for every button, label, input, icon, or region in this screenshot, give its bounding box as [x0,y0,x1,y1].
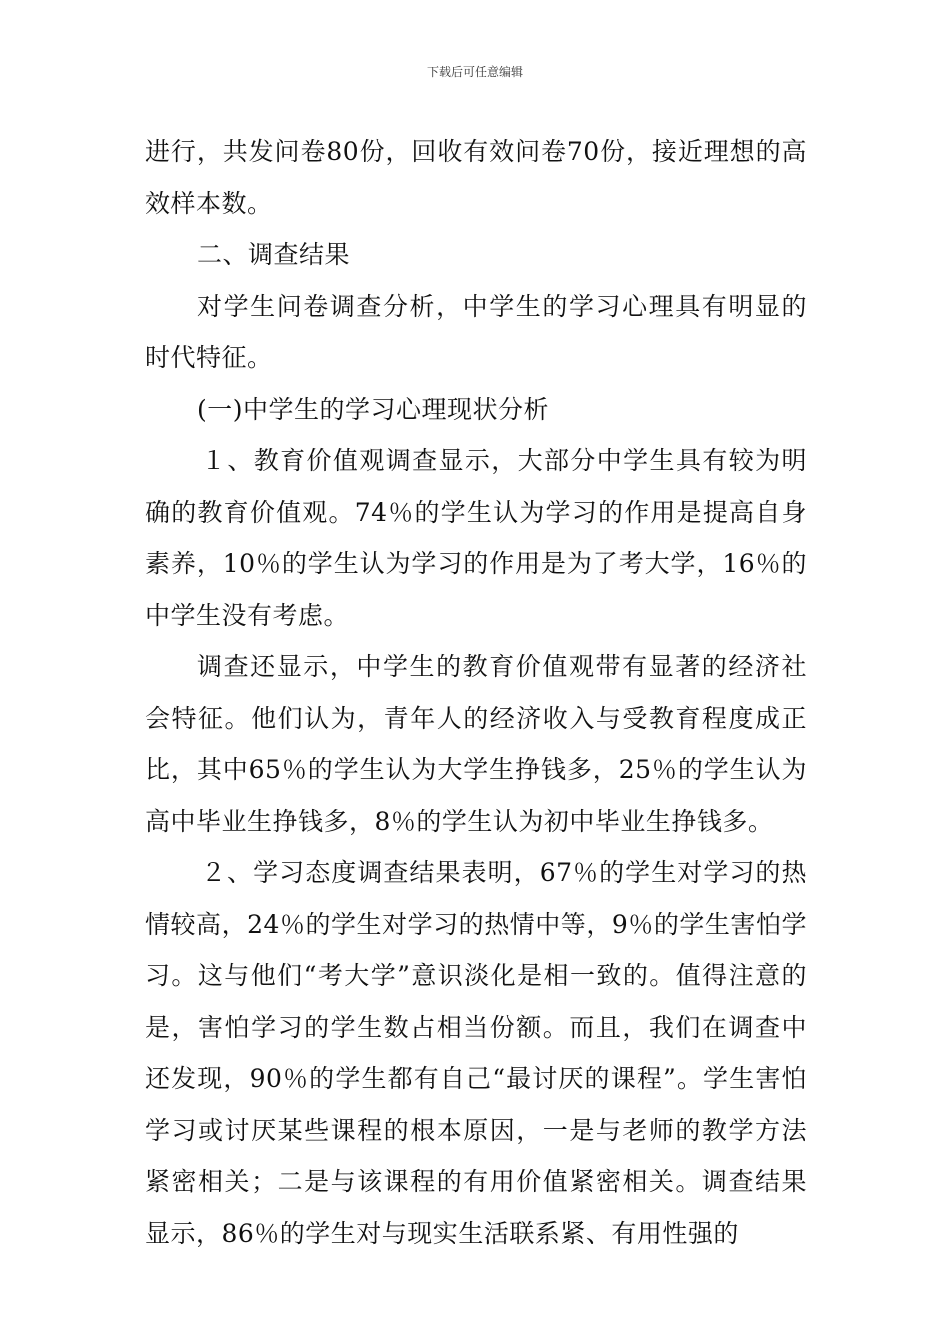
paragraph-education-values: １、教育价值观调查显示，大部分中学生具有较为明确的教育价值观。74％的学生认为学习的作用是提高自身素养，10％的学生认为学习的作用是为了考大学，16％的中学生没有考虑。 [145,446,807,630]
document-body [145,126,807,1259]
section-heading-results: 二、调查结果 [197,240,351,269]
subsection-heading: (一)中学生的学习心理现状分析 [197,394,550,424]
paragraph-continuation: 进行，共发问卷80份，回收有效问卷70份，接近理想的高效样本数。 [145,137,807,218]
page-header-note: 下载后可任意编辑 [426,65,523,79]
paragraph-analysis-intro: 对学生问卷调查分析，中学生的学习心理具有明显的时代特征。 [145,291,807,372]
paragraph-economic-features: 调查还显示，中学生的教育价值观带有显著的经济社会特征。他们认为，青年人的经济收入与受教育程度成正比，其中65％的学生认为大学生挣钱多，25％的学生认为高中毕业生挣钱多，8％的学生认为初中毕业生挣钱多。 [145,652,807,836]
paragraph-learning-attitude: ２、学习态度调查结果表明，67％的学生对学习的热情较高，24％的学生对学习的热情中等，9％的学生害怕学习。这与他们“考大学”意识淡化是相一致的。值得注意的是，害怕学习的学生数占相当份额。而且，我们在调查中还发现，90％的学生都有自己“最讨厌的课程”。学生害怕学习或讨厌某些课程的根本原因，一是与老师的教学方法紧密相关；二是与该课程的有用价值紧密相关。调查结果显示，86％的学生对与现实生活联系紧、有用性强的 [145,858,807,1248]
